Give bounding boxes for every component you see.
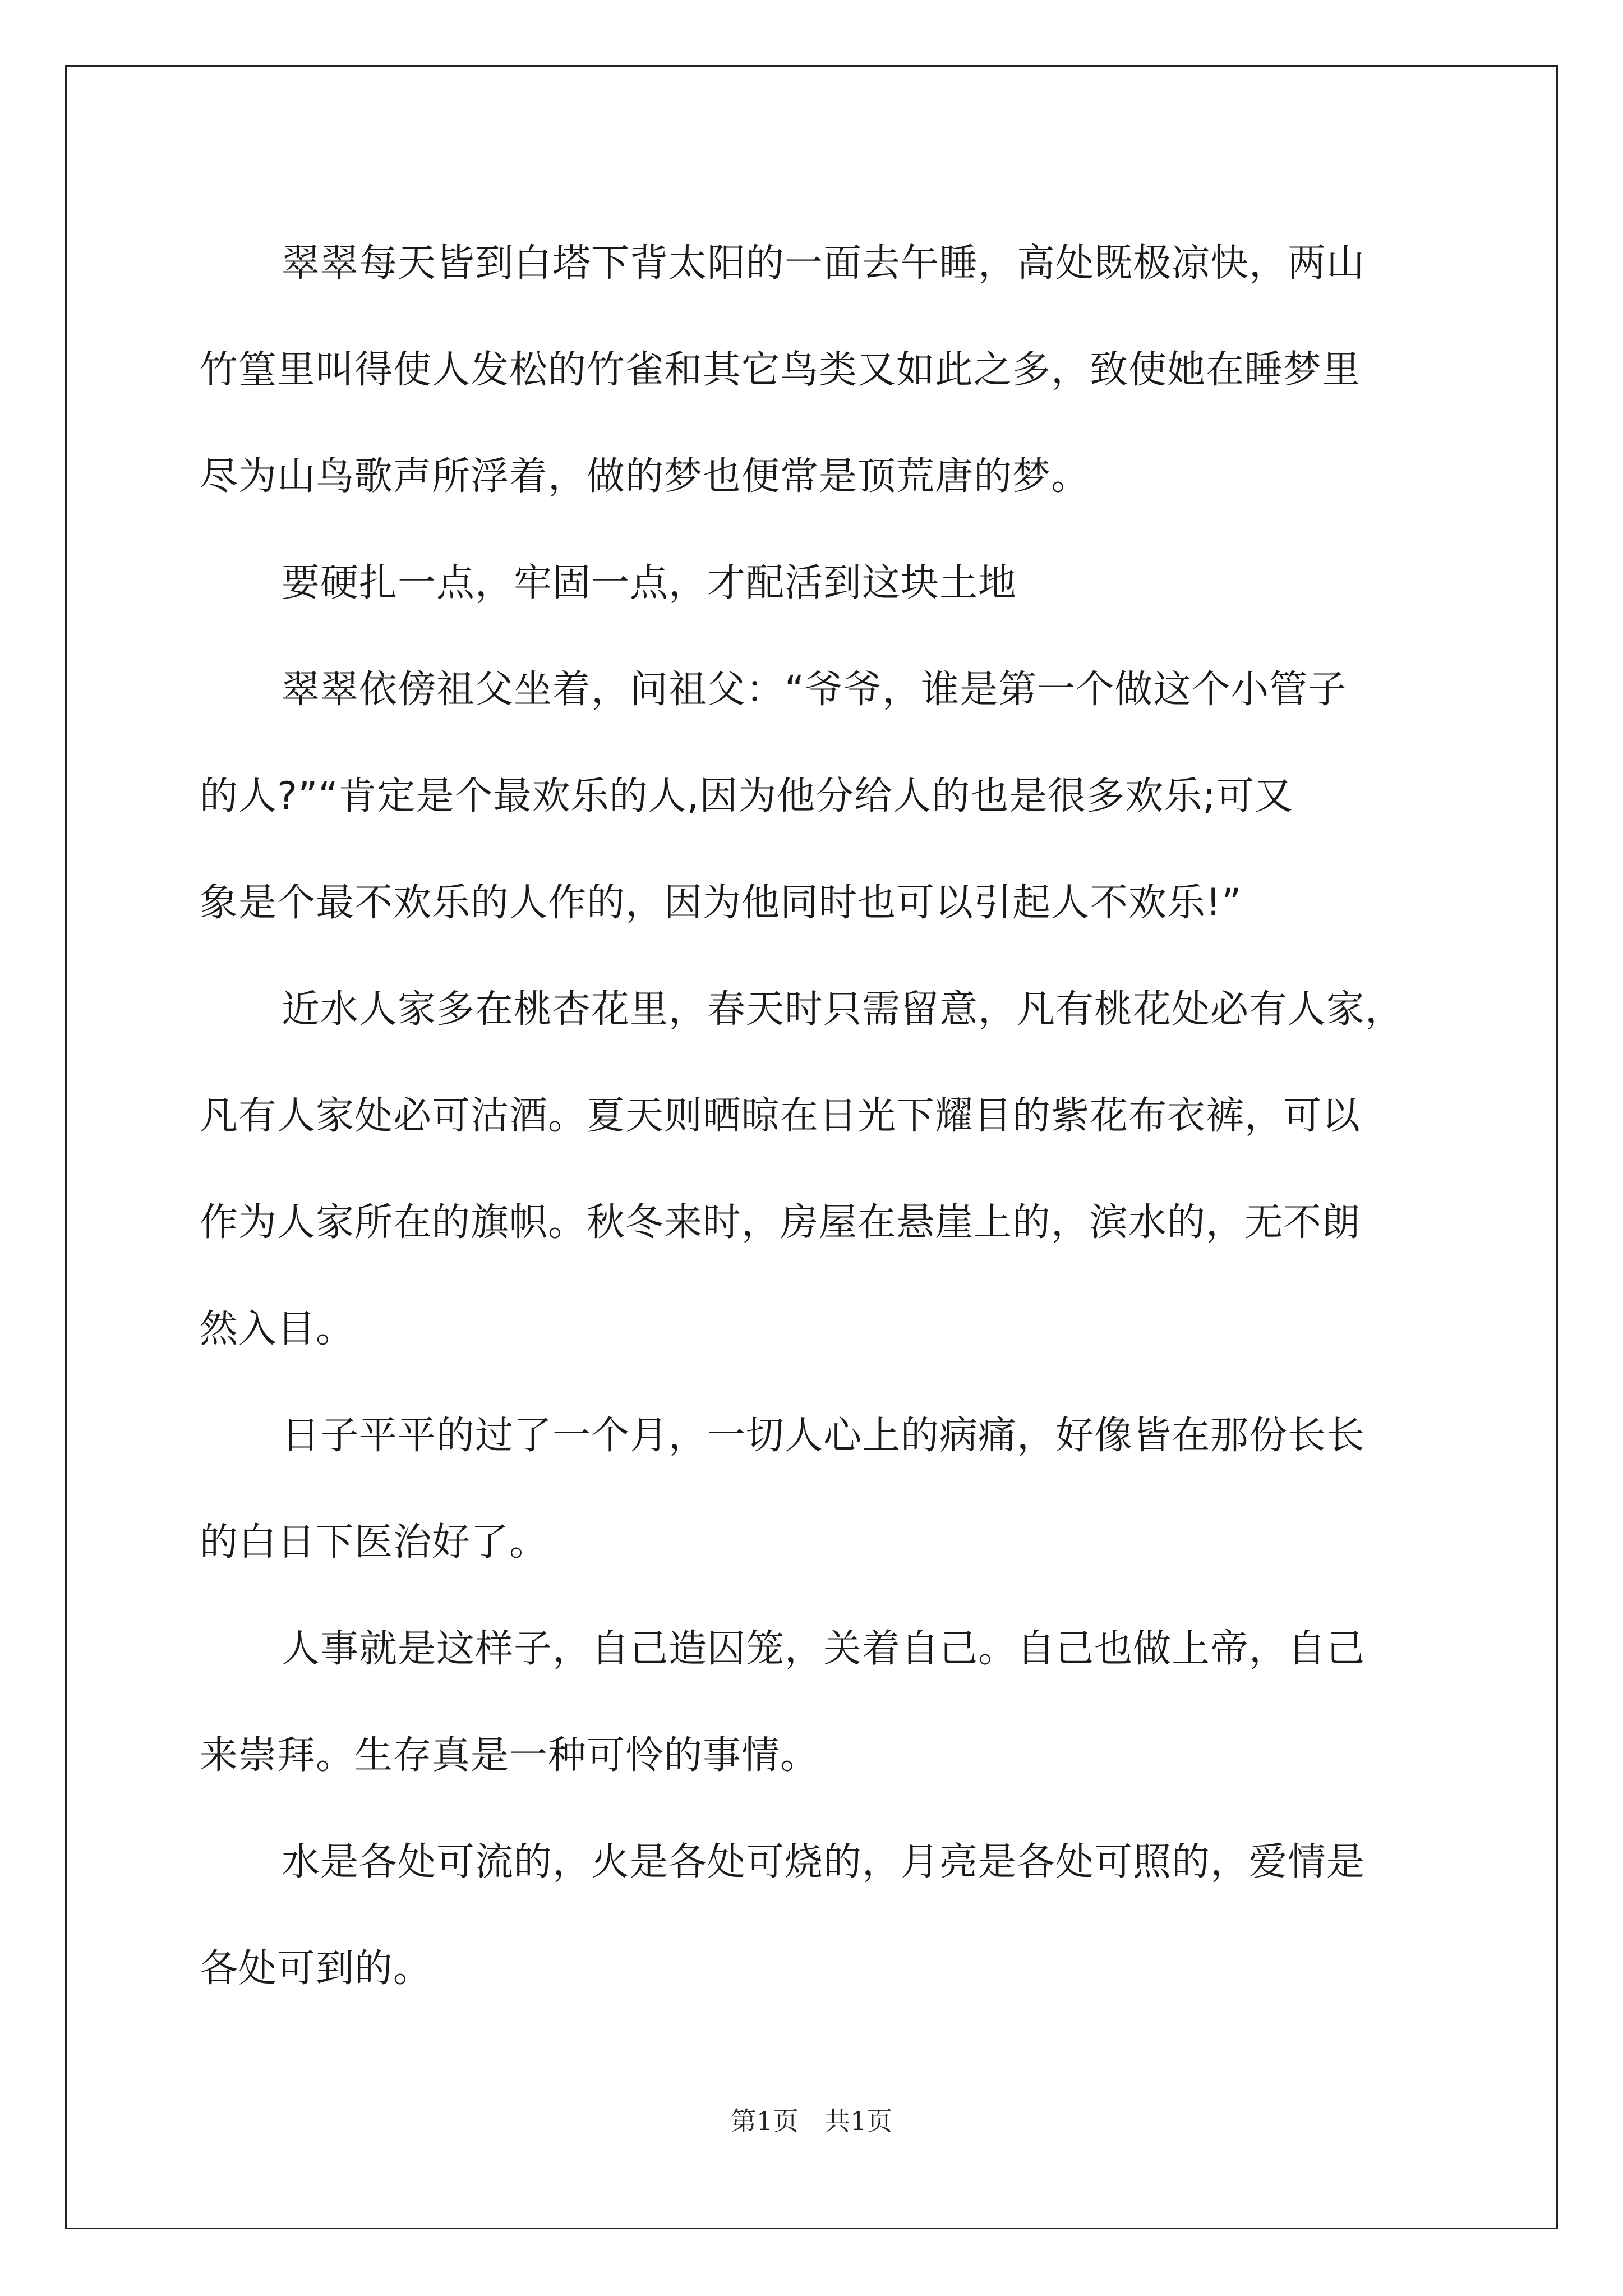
paragraph-line: 的白日下医治好了。 xyxy=(200,1520,548,1565)
paragraph-1 xyxy=(200,210,1439,530)
paragraph-line: 象是个最不欢乐的人作的，因为他同时也可以引起人不欢乐!” xyxy=(200,881,1242,925)
paragraph-line: 人事就是这样子，自己造囚笼，关着自己。自己也做上帝，自己 xyxy=(282,1627,1366,1671)
document-body xyxy=(200,210,1439,2022)
paragraph-line: 各处可到的。 xyxy=(200,1947,432,1991)
paragraph-line: 竹篁里叫得使人发松的竹雀和其它鸟类又如此之多，致使她在睡梦里 xyxy=(200,348,1361,392)
paragraph-line: 的人?”“肯定是个最欢乐的人,因为他分给人的也是很多欢乐;可又 xyxy=(200,774,1294,818)
page-number: 第1页 xyxy=(730,2106,799,2136)
paragraph-4 xyxy=(200,956,1439,1383)
page-footer xyxy=(0,2101,1623,2138)
paragraph-line: 要硬扎一点，牢固一点，才配活到这块土地 xyxy=(282,561,1017,605)
paragraph-line: 翠翠每天皆到白塔下背太阳的一面去午睡，高处既极凉快，两山 xyxy=(282,241,1366,286)
paragraph-line: 尽为山鸟歌声所浮着，做的梦也便常是顶荒唐的梦。 xyxy=(200,454,1090,499)
paragraph-5 xyxy=(200,1383,1439,1596)
paragraph-line: 翠翠依傍祖父坐着，问祖父：“爷爷，谁是第一个做这个小管子 xyxy=(282,668,1347,712)
paragraph-3 xyxy=(200,637,1439,956)
paragraph-line: 然入目。 xyxy=(200,1307,355,1351)
paragraph-line: 水是各处可流的，火是各处可烧的，月亮是各处可照的，爱情是 xyxy=(282,1840,1366,1884)
paragraph-7 xyxy=(200,1809,1439,2022)
paragraph-line: 来崇拜。生存真是一种可怜的事情。 xyxy=(200,1733,819,1778)
page-total: 共1页 xyxy=(824,2106,893,2136)
paragraph-6 xyxy=(200,1596,1439,1809)
paragraph-line: 近水人家多在桃杏花里，春天时只需留意，凡有桃花处必有人家， xyxy=(282,987,1404,1032)
paragraph-line: 日子平平的过了一个月，一切人心上的病痛，好像皆在那份长长 xyxy=(282,1414,1366,1458)
paragraph-2 xyxy=(200,530,1439,637)
paragraph-line: 作为人家所在的旗帜。秋冬来时，房屋在悬崖上的，滨水的，无不朗 xyxy=(200,1200,1361,1245)
paragraph-line: 凡有人家处必可沽酒。夏天则晒晾在日光下耀目的紫花布衣裤，可以 xyxy=(200,1094,1361,1138)
